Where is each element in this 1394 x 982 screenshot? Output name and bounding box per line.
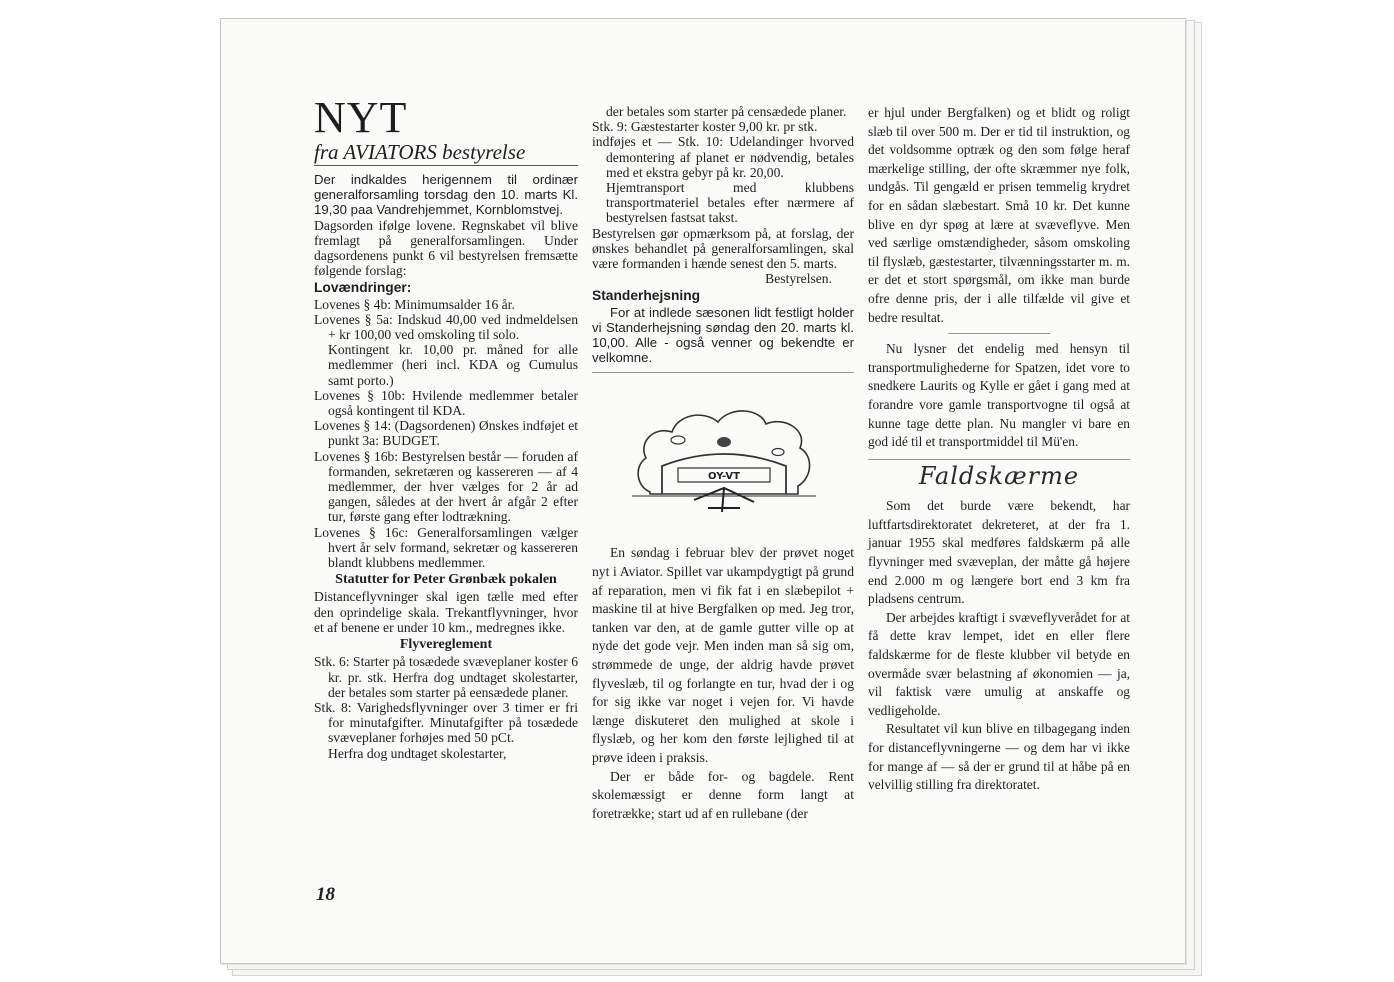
agenda-text: Dagsorden ifølge lovene. Regnskabet vil blive fremlagt på generalforsamlingen. Under dagsordenens punkt 6 vil bestyrelsen fremsætte følgende forslag: [314,217,578,279]
rule-item: Stk. 9: Gæstestarter koster 9,00 kr. pr stk. [592,119,818,135]
story-paragraph: Der er både for- og bagdele. Rent skolemæssigt er denne form langt at foretrække; start ud af en rullebane (der [592,768,854,821]
law-item: Lovenes § 5a: Indskud 40,00 ved indmeldelsen + kr 100,00 ved omskoling til solo. [314,311,578,343]
small-cloud [772,449,784,456]
law-item: Kontingent kr. 10,00 pr. måned for alle medlemmer (heri incl. KDA og Cumulus samt porto.) [328,342,578,388]
rule-continuation: der betales som starter på censædede planer. [606,104,847,119]
standerhejsning-text: For at indlede sæsonen lidt festligt holder vi Standerhejsning søndag den 20. marts kl. 10,00. Alle - også venner og bekendte er velkomne. [592,304,854,366]
story-continuation: er hjul under Bergfalken) og et blidt og roligt slæb til over 500 m. Der er tid til instruktion, og det voldsomme optræk og den som følge heraf mærkelige stilling, der ofte skræmmer nye folk, undgås. Til gengæld er prisen temmelig krydret for en sådan slæbestart. Små 10 kr. Det kunne blive en dyr spøg at lære at svæveflyve. Men ved særlige omstændigheder, såsom omskoling til flyslæb, gæstestarter, tilvænningsstarter m. m. er det et stort spørgsmål, om ikke man burde ofre denne pris, der i alle tilfælde vil give et bedre resultat. [868,105,1130,325]
divider [948,333,1050,334]
small-cloud [671,436,685,444]
hangar-illustration [592,380,854,536]
hangar-cartoon [632,380,816,530]
windsock-shape [717,437,731,447]
section-heading-lovaendringer: Lovændringer: [314,280,412,296]
page-title: NYT [314,93,408,142]
hangar-sign-label: OY-VT [708,471,740,483]
rule-item: Herfra dog undtaget skolestarter, [328,745,507,761]
section-heading-faldskaerme: Faldskærme [918,461,1080,490]
rule-item: indføjes et — Stk. 10: Udelandinger hvorved demontering af planet er nødvendig, betales med et ekstra gebyr på kr. 20,00. [592,134,854,180]
law-item: Lovenes § 10b: Hvilende medlemmer betaler også kontingent til KDA. [314,387,578,419]
transport-paragraph: Nu lysner det endelig med hensyn til transportmulighederne for Spatzen, idet vore to snedkere Laurits og Kylle er gået i gang med at forandre vore gamle transportvogne til også at kunne tage dette plan. Nu mangler vi bare en god idé til et transportmiddel til Mü'en. [868,341,1130,450]
glider-sketch [694,488,754,512]
rule-item: Hjemtransport med klubbens transportmateriel betales efter nærmere af bestyrelsen fastsat takst. [606,180,854,226]
column-middle [592,104,854,823]
section-heading-standerhejsning: Standerhejsning [592,288,701,304]
column-right [868,104,1130,795]
law-item: Lovenes § 16c: Generalforsamlingen vælger hvert år selv formand, sekretær og kassereren blandt klubbens medlemmer. [314,524,578,571]
rule-item: Stk. 6: Starter på tosædede svæveplaner koster 6 kr. pr. stk. Herfra dog undtaget skolestarter, der betales som starter på eensædede planer. [314,654,578,700]
section-heading-statutter: Statutter for Peter Grønbæk pokalen [335,572,557,588]
rule-item: Stk. 8: Varighedsflyvninger over 3 timer er fri for minutafgifter. Minutafgifter på tosædede svæveplaner forhøjes med 50 pCt. [314,699,578,746]
divider [592,372,854,373]
parachute-paragraph: Som det burde være bekendt, har luftfartsdirektoratet dekreteret, at der fra 1. januar 1955 skal medføres faldskærm på alle flyvninger med svæveplan, der måtte gå højere end 2.000 m og længere bort end 3 km fra pladsens centrum. [868,498,1130,607]
law-item: Lovenes § 14: (Dagsordenen) Ønskes indføjet et punkt 3a: BUDGET. [314,418,578,449]
parachute-paragraph: Der arbejdes kraftigt i svæveflyverådet for at få dette krav lempet, idet en eller flere faldskærme for de fleste klubber vil betyde en overmåde svær belastning af økonomien — ja, vil faktisk være umulig at anskaffe og vedligeholde. [868,609,1130,718]
column-left [314,93,578,761]
meeting-notice: Der indkaldes herigennem til ordinær generalforsamling torsdag den 10. marts Kl. 19,30 paa Vandrehjemmet, Kornblomstvej. [314,172,578,218]
section-heading-flyvereglement: Flyvereglement [399,637,493,653]
statutter-text: Distanceflyvninger skal igen tælle med efter den oprindelige skala. Trekantflyvninger, hvor et af benene er under 10 km., medregnes ikke. [314,589,578,635]
board-signature: Bestyrelsen. [765,271,832,287]
law-item: Lovenes § 16b: Bestyrelsen består — foruden af formanden, sekretæren og kassereren — af 4 medlemmer, der hver vælges for 2 år ad gangen, således at der hvert år afgår 2 efter tur, første gang efter lodtrækning. [314,448,578,525]
page-number: 18 [316,884,335,905]
page-subtitle: fra AVIATORS bestyrelse [314,140,578,166]
board-note: Bestyrelsen gør opmærksom på, at forslag, der ønskes behandlet på generalforsamlingen, skal være formanden i hænde senest den 5. marts. [592,225,854,272]
divider [868,459,1130,460]
story-paragraph: En søndag i februar blev der prøvet noget nyt i Aviator. Spillet var ukampdygtigt på grund af reparation, men vi fik fat i en slæbepilot + maskine til at hive Bergfalken op med. Jeg tror, tanken var den, at de gamle gutter ville op at nyde det gode vejr. Men inden man så sig om, strømmede de unge, der aldrig havde prøvet flyveslæb, til og forlangte en tur, hvad der i og for sig ikke var noget i vejen for. Vi havde længe diskuteret den mulighed at skole i flyslæb, og her kom den første lejlighed til at prøve ideen i praksis. [592,545,854,765]
law-item: Lovenes § 4b: Minimumsalder 16 år. [314,296,515,312]
parachute-paragraph: Resultatet vil kun blive en tilbagegang inden for distanceflyvningerne — og dem har vi ikke for mange af — så der er grund til at håbe på en velvillig stilling fra direktoratet. [868,721,1130,793]
